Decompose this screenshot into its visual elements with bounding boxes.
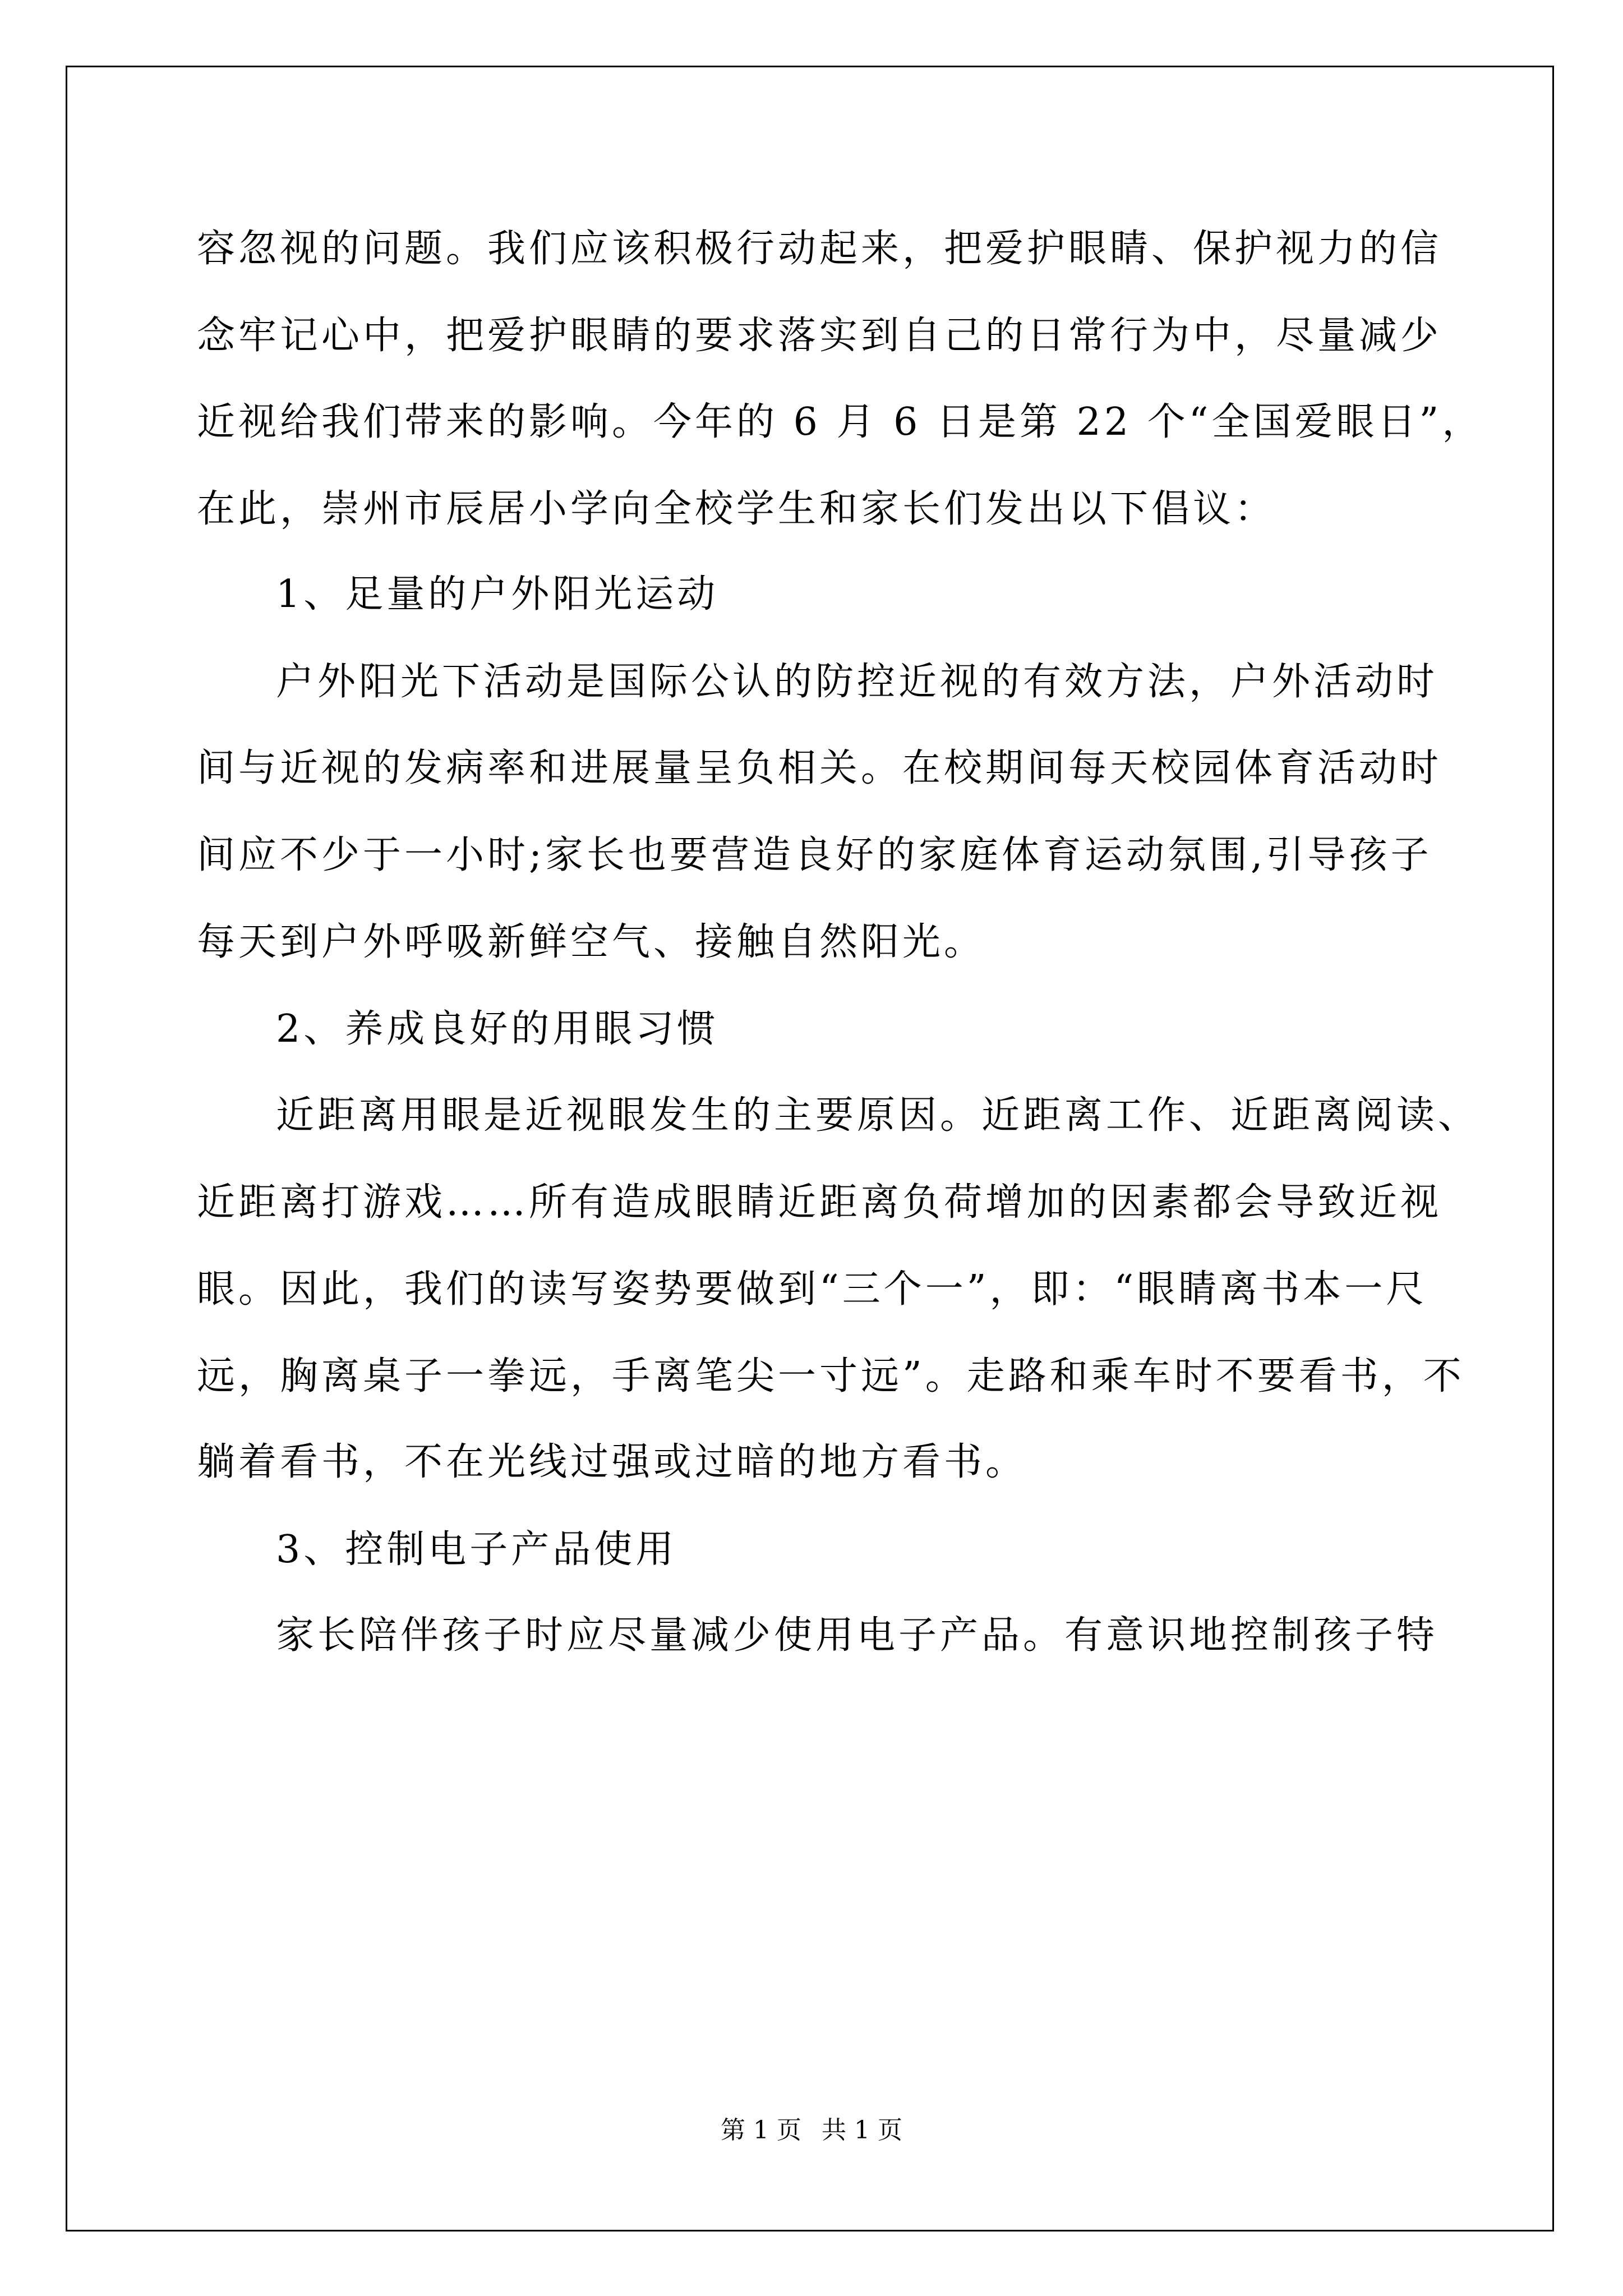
body-text-line: 容忽视的问题。我们应该积极行动起来，把爱护眼睛、保护视力的信 [197, 227, 1442, 271]
body-text-line: 念牢记心中，把爱护眼睛的要求落实到自己的日常行为中，尽量减少 [197, 314, 1442, 358]
body-text-line: 近距离打游戏……所有造成眼睛近距离负荷增加的因素都会导致近视 [197, 1180, 1442, 1225]
body-text-line: 近视给我们带来的影响。今年的 6 月 6 日是第 22 个“全国爱眼日”， [197, 400, 1484, 444]
body-text-line: 在此，崇州市辰居小学向全校学生和家长们发出以下倡议： [197, 487, 1276, 531]
page-footer [0, 2115, 1623, 2146]
page-number: 第 1 页 [721, 2116, 801, 2145]
section-heading: 2、养成良好的用眼习惯 [276, 1007, 719, 1051]
page-border [66, 66, 1554, 2231]
body-text-line: 远，胸离桌子一拳远，手离笔尖一寸远”。走路和乘车时不要看书，不 [197, 1354, 1465, 1398]
section-heading: 1、足量的户外阳光运动 [276, 572, 719, 616]
body-text-line: 近距离用眼是近视眼发生的主要原因。近距离工作、近距离阅读、 [276, 1093, 1480, 1138]
body-text-line: 眼。因此，我们的读写姿势要做到“三个一”，即：“眼睛离书本一尺 [197, 1267, 1428, 1312]
body-text-line: 间应不少于一小时;家长也要营造良好的家庭体育运动氛围,引导孩子 [197, 833, 1432, 877]
body-text-line: 间与近视的发病率和进展量呈负相关。在校期间每天校园体育活动时 [197, 746, 1442, 790]
body-text-line: 家长陪伴孩子时应尽量减少使用电子产品。有意识地控制孩子特 [276, 1613, 1438, 1658]
body-text-line: 躺着看书，不在光线过强或过暗的地方看书。 [197, 1440, 1027, 1484]
body-text-line: 户外阳光下活动是国际公认的防控近视的有效方法，户外活动时 [276, 660, 1438, 704]
page-total: 共 1 页 [822, 2116, 902, 2145]
section-heading: 3、控制电子产品使用 [276, 1527, 677, 1572]
body-text-line: 每天到户外呼吸新鲜空气、接触自然阳光。 [197, 920, 986, 964]
